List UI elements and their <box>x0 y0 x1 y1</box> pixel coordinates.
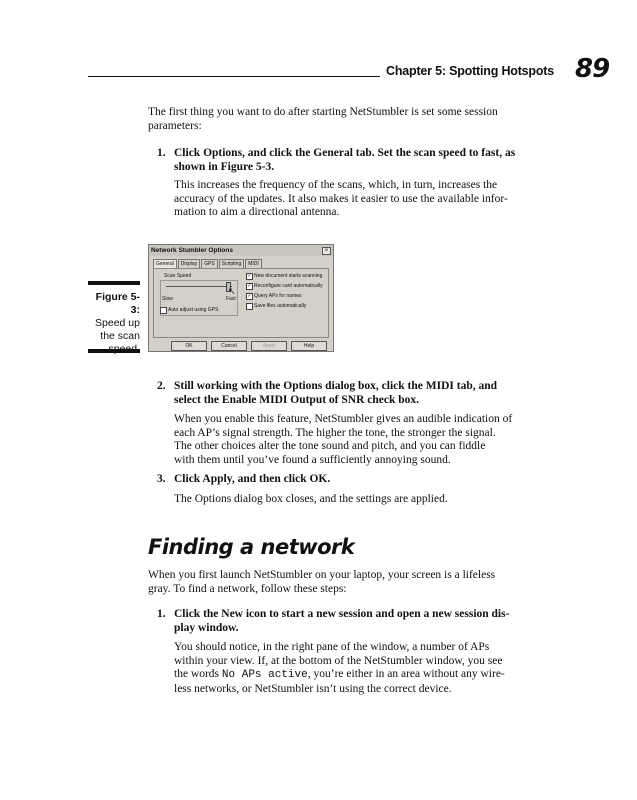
tab-general[interactable]: General <box>153 259 177 268</box>
instruction-line: Still working with the Options dialog box, click the MIDI tab, and <box>174 380 498 392</box>
fast-label: Fast <box>226 296 236 302</box>
body-text: the words <box>174 668 222 680</box>
option-checkbox[interactable]: ✓ <box>247 283 252 289</box>
ok-button[interactable]: OK <box>171 341 207 351</box>
caption-line: the scan <box>100 330 140 342</box>
body-text: , you’re either in an area without any wire- <box>307 668 505 680</box>
instruction-line: shown in Figure 5-3. <box>174 160 275 173</box>
page-number: 89 <box>575 54 610 84</box>
cancel-button[interactable]: Cancel <box>211 341 247 351</box>
intro-line: When you first launch NetStumbler on your laptop, your screen is a lifeless <box>148 569 496 581</box>
tab-midi[interactable]: MIDI <box>245 259 262 268</box>
find-step-1-instruction <box>174 608 574 635</box>
step-number: 3. <box>157 473 166 485</box>
intro-line: The first thing you want to do after starting NetStumbler is set some session <box>148 106 498 118</box>
step-number: 2. <box>157 380 166 392</box>
caption-rule-bottom <box>88 349 140 353</box>
code-text: No APs active <box>221 669 308 681</box>
intro-line: gray. To find a network, follow these steps: <box>148 582 347 595</box>
body-line: The Options dialog box closes, and the settings are applied. <box>174 493 448 505</box>
option-label: Save files automatically <box>254 303 307 309</box>
instruction-line: select the Enable MIDI Output of SNR check box. <box>174 393 420 406</box>
body-line <box>174 668 574 683</box>
general-panel <box>153 268 329 338</box>
instruction-line: play window. <box>174 621 239 634</box>
header-rule <box>88 76 380 77</box>
step-3-instruction <box>174 473 574 487</box>
close-icon[interactable]: × <box>322 247 331 255</box>
step-2-instruction <box>174 380 574 407</box>
body-line: each AP’s signal strength. The higher the tone, the stronger the signal. <box>174 426 496 439</box>
step-3-body <box>174 493 574 507</box>
body-line: mation to aim a directional antenna. <box>174 206 340 218</box>
tab-gps[interactable]: GPS <box>201 259 218 268</box>
slow-label: Slow <box>162 296 173 302</box>
body-line: with them until you’ve found a sufficiently annoying sound. <box>174 453 451 466</box>
option-label: Query APs for names <box>254 293 302 299</box>
dialog-title: Network Stumbler Options <box>149 245 333 256</box>
auto-adjust-label: Auto adjust using GPS <box>168 307 219 313</box>
figure-caption <box>88 291 140 356</box>
mouse-pointer-icon: ↖ <box>228 286 236 296</box>
dialog-tabs <box>153 259 263 268</box>
instruction-line: Click Apply, and then click OK. <box>174 473 331 485</box>
options-dialog <box>148 244 334 352</box>
find-step-1-body <box>174 641 574 696</box>
auto-adjust-checkbox[interactable] <box>160 307 167 314</box>
scan-speed-label: Scan Speed <box>164 273 192 279</box>
caption-rule-top <box>88 281 140 285</box>
step-2-body <box>174 413 574 467</box>
caption-line: Speed up <box>95 317 140 329</box>
option-label: Reconfigure card automatically <box>254 283 323 289</box>
scan-speed-track <box>166 286 232 287</box>
step-1-body <box>174 179 574 220</box>
body-line: This increases the frequency of the scans, which, in turn, increases the <box>174 179 498 191</box>
apply-button[interactable]: Apply <box>251 341 287 351</box>
step-number: 1. <box>157 147 166 159</box>
body-line: The other choices alter the tone sound and pitch, and you can fiddle <box>174 440 486 452</box>
section-intro <box>148 569 568 596</box>
intro-line: parameters: <box>148 119 202 132</box>
option-checkbox[interactable]: ✓ <box>247 273 252 279</box>
chapter-title: Chapter 5: Spotting Hotspots <box>386 64 555 78</box>
body-line: less networks, or NetStumbler isn’t using the correct device. <box>174 682 452 695</box>
instruction-line: Click the New icon to start a new session and open a new session dis- <box>174 608 510 620</box>
option-label: New document starts scanning <box>254 273 323 279</box>
body-line: within your view. If, at the bottom of the NetStumbler window, you see <box>174 654 503 667</box>
tab-scripting[interactable]: Scripting <box>219 259 244 268</box>
tab-display[interactable]: Display <box>178 259 200 268</box>
step-number: 1. <box>157 608 166 620</box>
body-line: When you enable this feature, NetStumbler gives an audible indication of <box>174 413 513 425</box>
option-checkbox[interactable] <box>246 303 253 310</box>
step-1-instruction <box>174 147 574 174</box>
figure-label: Figure 5-3: <box>95 291 140 316</box>
section-heading: Finding a network <box>148 535 355 559</box>
body-line: You should notice, in the right pane of the window, a number of APs <box>174 641 490 653</box>
option-checkbox[interactable]: ✓ <box>247 293 252 299</box>
intro-paragraph <box>148 106 568 133</box>
body-line: accuracy of the updates. It also makes it easier to use the available infor- <box>174 192 508 205</box>
instruction-line: Click Options, and click the General tab. Set the scan speed to fast, as <box>174 147 516 159</box>
help-button[interactable]: Help <box>291 341 327 351</box>
